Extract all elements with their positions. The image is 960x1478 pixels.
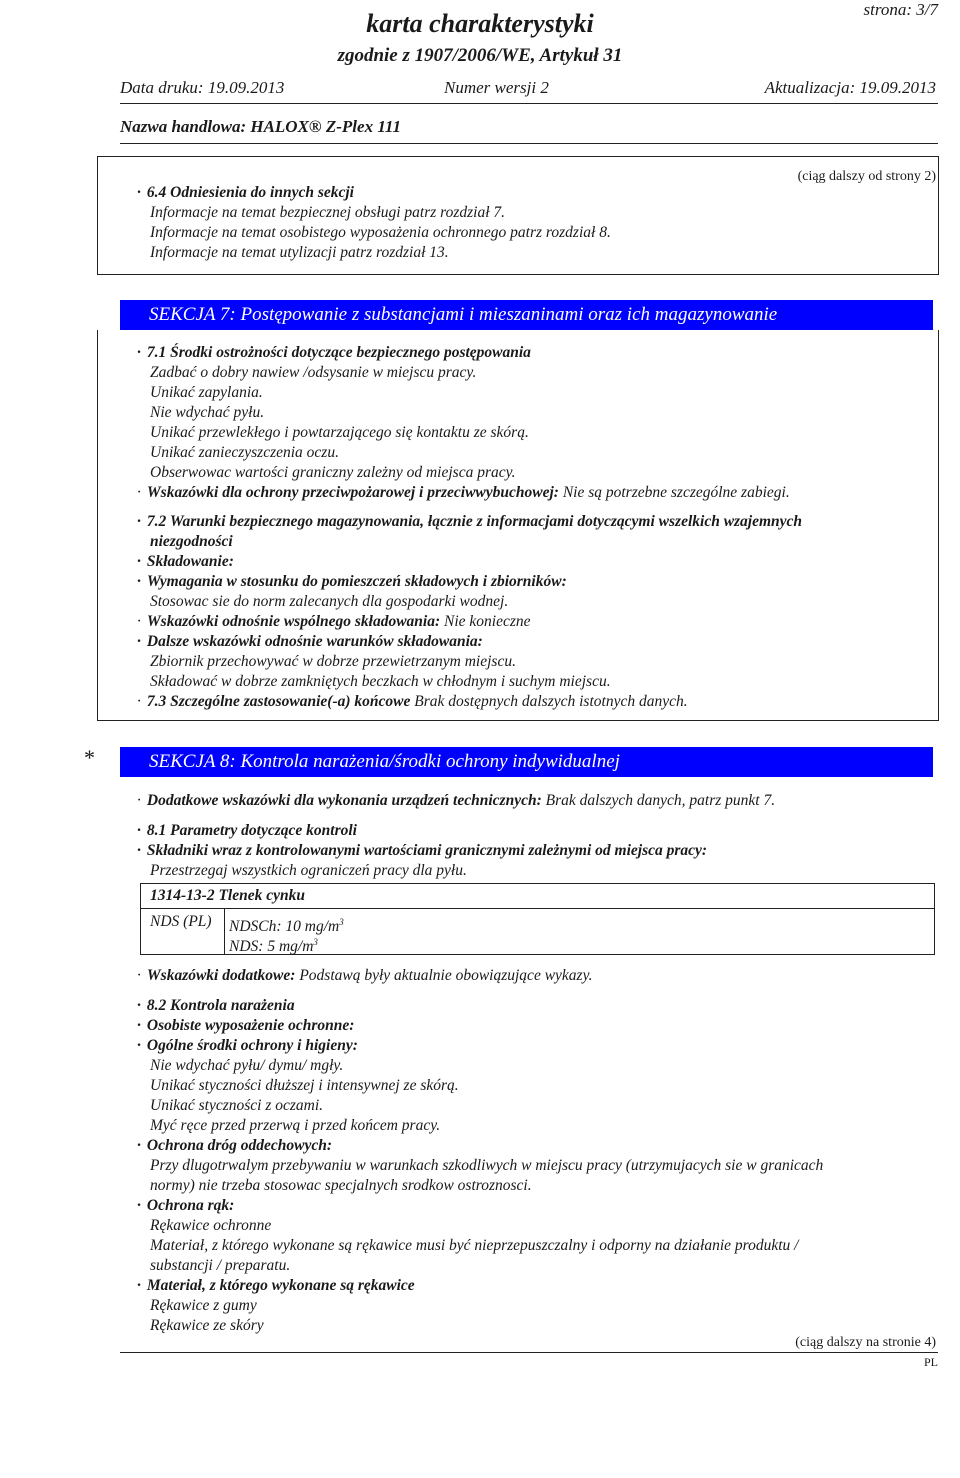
s71-line: Zadbać o dobry nawiew /odsysanie w miejscu pracy. bbox=[150, 364, 477, 381]
s71-line: Nie wdychać pyłu. bbox=[150, 404, 265, 421]
further-storage-label: · Dalsze wskazówki odnośnie warunków składowania: bbox=[137, 633, 483, 650]
further-storage-line: Zbiornik przechowywać w dobrze przewietrzanym miejscu. bbox=[150, 653, 516, 670]
language-code: PL bbox=[923, 1355, 938, 1369]
respiratory-line: normy) nie trzeba stosowac specjalnych srodkow ostroznosci. bbox=[150, 1177, 532, 1194]
storage-label: · Składowanie: bbox=[137, 553, 234, 570]
print-date: Data druku: 19.09.2013 bbox=[120, 78, 285, 97]
section-7-3: · 7.3 Szczególne zastosowanie(-a) końcowe Brak dostępnych dalszych istotnych danych. bbox=[137, 693, 688, 710]
personal-protection-label: · Osobiste wyposażenie ochronne: bbox=[137, 1017, 355, 1034]
continued-on-label: (ciąg dalszy na stronie 4) bbox=[795, 1335, 936, 1350]
fire-protection-note: · Wskazówki dla ochrony przeciwpożarowej i przeciwwybuchowej: Nie są potrzebne szczególne zabiegi. bbox=[137, 484, 790, 501]
s71-line: Unikać przewlekłego i powtarzającego się kontaktu ze skórą. bbox=[150, 424, 529, 441]
header-divider bbox=[120, 103, 938, 104]
additional-note: · Wskazówki dodatkowe: Podstawą były aktualnie obowiązujące wykazy. bbox=[137, 967, 593, 984]
further-storage-line: Składować w dobrze zamkniętych beczkach w chłodnym i suchym miejscu. bbox=[150, 673, 611, 690]
document-title: karta charakterystyki bbox=[366, 9, 594, 38]
section-8-2-heading: · 8.2 Kontrola narażenia bbox=[137, 997, 295, 1014]
section-6-4-line: Informacje na temat utylizacji patrz rozdział 13. bbox=[150, 244, 449, 261]
table-column-divider bbox=[224, 909, 225, 955]
section-7-1-heading: · 7.1 Środki ostrożności dotyczące bezpiecznego postępowania bbox=[137, 344, 531, 361]
section-7-2-heading: · 7.2 Warunki bezpiecznego magazynowania, łącznie z informacjami dotyczącymi wszelkich wzajemnych bbox=[137, 513, 803, 530]
change-marker: * bbox=[84, 745, 95, 770]
storage-requirements-label: · Wymagania w stosunku do pomieszczeń składowych i zbiorników: bbox=[137, 573, 567, 590]
table-value-nds: NDS: 5 $mg/m^3$ bbox=[229, 937, 318, 955]
document-subtitle: zgodnie z 1907/2006/WE, Artykuł 31 bbox=[337, 45, 623, 66]
product-divider bbox=[120, 143, 938, 144]
section-6-4-line: Informacje na temat osobistego wyposażenia ochronnego patrz rozdział 8. bbox=[150, 224, 611, 241]
hygiene-label: · Ogólne środki ochrony i higieny: bbox=[137, 1037, 358, 1054]
glove-material-label: · Materiał, z którego wykonane są rękawice bbox=[137, 1277, 415, 1294]
hygiene-line: Nie wdychać pyłu/ dymu/ mgły. bbox=[150, 1057, 344, 1074]
respiratory-line: Przy dlugotrwalym przebywaniu w warunkach szkodliwych w miejscu pracy (utrzymujacych sie w granicach bbox=[150, 1157, 824, 1174]
hand-protection-line: Materiał, z którego wykonane są rękawice musi być nieprzepuszczalny i odporny na działanie produktu / bbox=[150, 1237, 799, 1254]
storage-requirements-value: Stosowac sie do norm zalecanych dla gospodarki wodnej. bbox=[150, 593, 509, 610]
components-label: · Składniki wraz z kontrolowanymi wartościami granicznymi zależnymi od miejsca pracy: bbox=[137, 842, 708, 859]
section-7-2-heading-cont: niezgodności bbox=[150, 533, 233, 550]
technical-equipment-note: · Dodatkowe wskazówki dla wykonania urządzeń technicznych: Brak dalszych danych, patrz punkt 7. bbox=[137, 792, 776, 809]
section-8-banner: SEKCJA 8: Kontrola narażenia/środki ochrony indywidualnej bbox=[120, 747, 933, 777]
table-country: NDS (PL) bbox=[150, 913, 212, 930]
s71-line: Unikać zapylania. bbox=[150, 384, 263, 401]
update-date: Aktualizacja: 19.09.2013 bbox=[764, 78, 936, 97]
glove-material-line: Rękawice ze skóry bbox=[150, 1317, 264, 1334]
continued-from-label: (ciąg dalszy od strony 2) bbox=[797, 169, 936, 184]
hygiene-line: Unikać styczności z oczami. bbox=[150, 1097, 324, 1114]
hygiene-line: Unikać styczności dłuższej i intensywnej ze skórą. bbox=[150, 1077, 459, 1094]
components-value: Przestrzegaj wszystkich ograniczeń pracy dla pyłu. bbox=[150, 862, 467, 879]
section-6-4-heading: · 6.4 Odniesienia do innych sekcji bbox=[137, 184, 354, 201]
section-8-1-heading: · 8.1 Parametry dotyczące kontroli bbox=[137, 822, 357, 839]
table-value-ndsch: NDSCh: 10 $mg/m^3$ bbox=[229, 917, 344, 935]
hand-protection-label: · Ochrona rąk: bbox=[137, 1197, 235, 1214]
respiratory-label: · Ochrona dróg oddechowych: bbox=[137, 1137, 333, 1154]
glove-material-line: Rękawice z gumy bbox=[150, 1297, 257, 1314]
page-number: strona: 3/7 bbox=[863, 0, 938, 19]
section-6-4-line: Informacje na temat bezpiecznej obsługi patrz rozdział 7. bbox=[150, 204, 506, 221]
hand-protection-line: Rękawice ochronne bbox=[150, 1217, 272, 1234]
hand-protection-line: substancji / preparatu. bbox=[150, 1257, 291, 1274]
hygiene-line: Myć ręce przed przerwą i przed końcem pracy. bbox=[150, 1117, 441, 1134]
table-divider bbox=[141, 908, 934, 909]
product-name: Nazwa handlowa: HALOX® Z-Plex 111 bbox=[120, 117, 401, 136]
table-substance: 1314-13-2 Tlenek cynku bbox=[150, 887, 305, 904]
s71-line: Unikać zanieczyszczenia oczu. bbox=[150, 444, 339, 461]
footer-divider bbox=[120, 1352, 938, 1353]
s71-line: Obserwowac wartości graniczny zależny od miejsca pracy. bbox=[150, 464, 516, 481]
version-number: Numer wersji 2 bbox=[444, 78, 549, 97]
common-storage-note: · Wskazówki odnośnie wspólnego składowania: Nie konieczne bbox=[137, 613, 531, 630]
section-7-banner: SEKCJA 7: Postępowanie z substancjami i mieszaninami oraz ich magazynowanie bbox=[120, 300, 933, 330]
